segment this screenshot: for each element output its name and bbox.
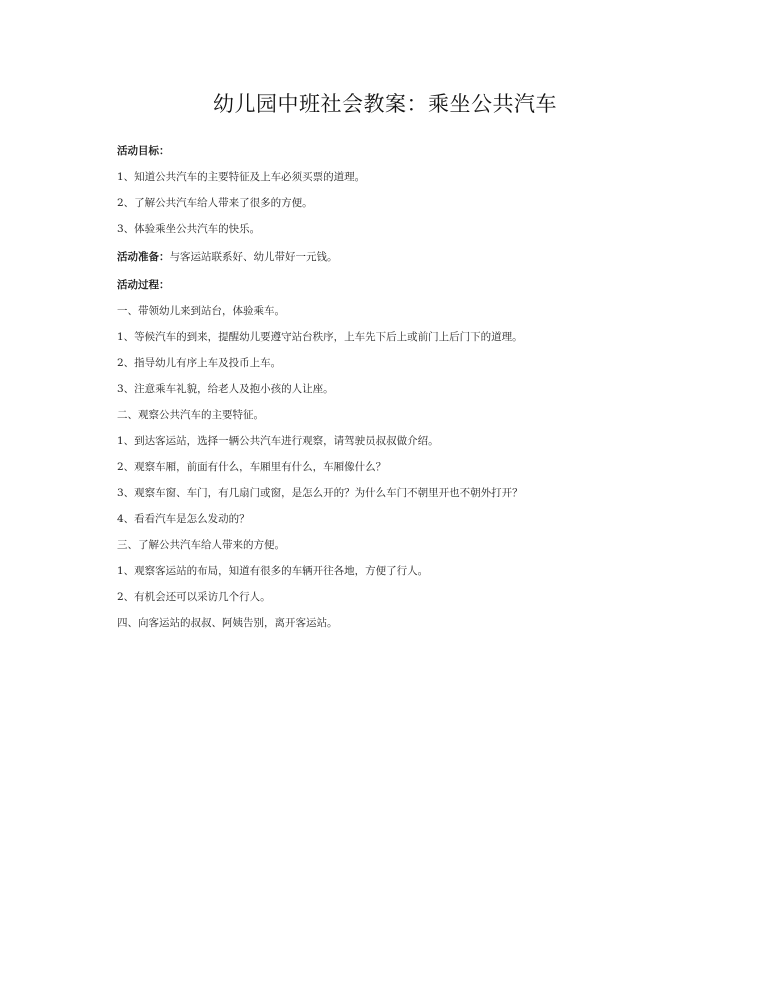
- section-title: 三、了解公共汽车给人带来的方便。: [117, 539, 285, 551]
- section-title: 一、带领幼儿来到站台，体验乘车。: [117, 305, 285, 317]
- section-item: 1、到达客运站，选择一辆公共汽车进行观察，请驾驶员叔叔做介绍。: [117, 435, 439, 447]
- goal-item: 1、知道公共汽车的主要特征及上车必须买票的道理。: [117, 171, 366, 183]
- process-heading: 活动过程：: [117, 279, 170, 291]
- goal-item: 3、体验乘坐公共汽车的快乐。: [117, 223, 261, 235]
- preparation-text: 与客运站联系好、幼儿带好一元钱。: [169, 251, 338, 263]
- section-item: 2、有机会还可以采访几个行人。: [117, 591, 271, 603]
- section-item: 2、指导幼儿有序上车及投币上车。: [117, 357, 282, 369]
- section-item: 1、等候汽车的到来，提醒幼儿要遵守站台秩序，上车先下后上或前门上后门下的道理。: [117, 331, 523, 343]
- section-item: 3、注意乘车礼貌，给老人及抱小孩的人让座。: [117, 383, 334, 395]
- section-item: 4、看看汽车是怎么发动的？: [117, 513, 250, 525]
- section-title: 二、观察公共汽车的主要特征。: [117, 409, 264, 421]
- section-item: 1、观察客运站的布局，知道有很多的车辆开往各地，方便了行人。: [117, 565, 429, 577]
- document-body: [117, 143, 677, 641]
- section-item: 3、观察车窗、车门，有几扇门或窗，是怎么开的？为什么车门不朝里开也不朝外打开？: [117, 487, 523, 499]
- goals-heading: 活动目标：: [117, 145, 170, 157]
- section-title: 四、向客运站的叔叔、阿姨告别，离开客运站。: [117, 617, 338, 629]
- preparation-label: 活动准备：: [117, 251, 170, 263]
- document-title: 幼儿园中班社会教案：乘坐公共汽车: [213, 92, 557, 116]
- preparation-line: [117, 249, 677, 266]
- section-item: 2、观察车厢，前面有什么，车厢里有什么，车厢像什么？: [117, 461, 387, 473]
- goal-item: 2、了解公共汽车给人带来了很多的方便。: [117, 197, 313, 209]
